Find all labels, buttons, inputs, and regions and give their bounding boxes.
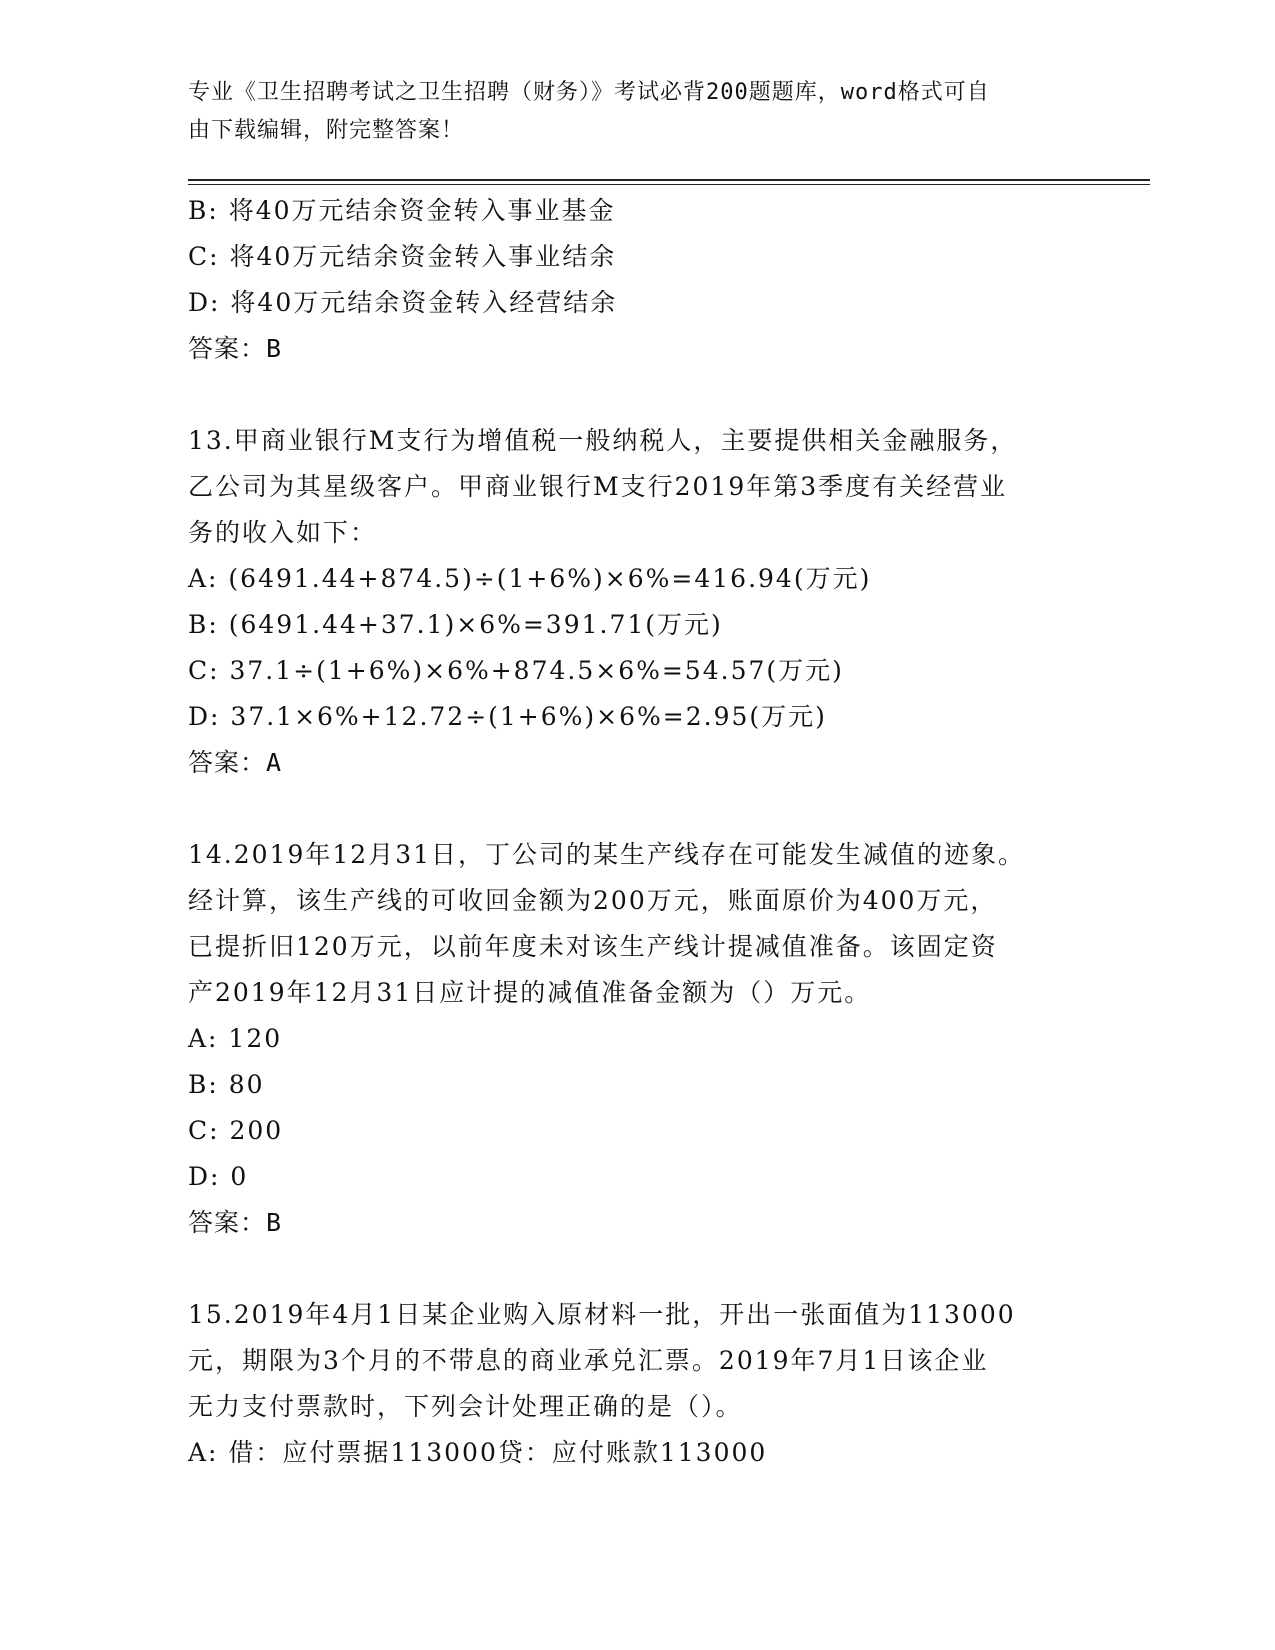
header-title-line-2: 由下载编辑，附完整答案！ [188,118,465,143]
question-14 [188,832,1088,1246]
answer: 答案：A [188,748,283,777]
question-15 [188,1292,1088,1476]
question-stem-line: 无力支付票款时，下列会计处理正确的是（）。 [188,1392,743,1421]
answer: 答案：B [188,334,283,363]
question-stem-line: 经计算，该生产线的可收回金额为200万元，账面原价为400万元， [188,886,998,915]
question-stem-line: 产2019年12月31日应计提的减值准备金额为（）万元。 [188,978,872,1007]
question-stem-line: 13.甲商业银行M支行为增值税一般纳税人，主要提供相关金融服务， [188,426,1018,455]
option-c: C: 将40万元结余资金转入事业结余 [188,242,617,271]
question-13 [188,418,1088,786]
question-stem-line: 乙公司为其星级客户。甲商业银行M支行2019年第3季度有关经营业 [188,472,1008,501]
option-b: B: 将40万元结余资金转入事业基金 [188,196,616,225]
option-b: B: 80 [188,1070,265,1099]
option-a: A: 120 [188,1024,283,1053]
document-header [188,74,1068,150]
header-divider-thick [188,179,1150,181]
option-c: C: 37.1÷(1+6%)×6%+874.5×6%=54.57(万元) [188,656,844,685]
option-a: A: (6491.44+874.5)÷(1+6%)×6%=416.94(万元) [188,564,872,593]
spacer [188,1246,1088,1292]
answer: 答案：B [188,1208,283,1237]
spacer [188,372,1088,418]
option-c: C: 200 [188,1116,284,1145]
header-title-line-1: 专业《卫生招聘考试之卫生招聘（财务）》考试必背200题题库，word格式可自 [188,80,990,105]
question-list [188,188,1088,1476]
spacer [188,786,1088,832]
question-stem-line: 已提折旧120万元，以前年度未对该生产线计提减值准备。该固定资 [188,932,998,961]
option-d: D: 将40万元结余资金转入经营结余 [188,288,618,317]
option-d: D: 0 [188,1162,249,1191]
option-a: A: 借：应付票据113000贷：应付账款113000 [188,1438,768,1467]
question-stem-line: 14.2019年12月31日，丁公司的某生产线存在可能发生减值的迹象。 [188,840,1026,869]
option-b: B: (6491.44+37.1)×6%=391.71(万元) [188,610,723,639]
question-stem-line: 15.2019年4月1日某企业购入原材料一批，开出一张面值为113000 [188,1300,1016,1329]
option-d: D: 37.1×6%+12.72÷(1+6%)×6%=2.95(万元) [188,702,827,731]
header-divider-thin [188,184,1150,185]
question-stem-line: 元，期限为3个月的不带息的商业承兑汇票。2019年7月1日该企业 [188,1346,989,1375]
question-stem-line: 务的收入如下： [188,518,378,547]
question-12-partial [188,188,1088,372]
